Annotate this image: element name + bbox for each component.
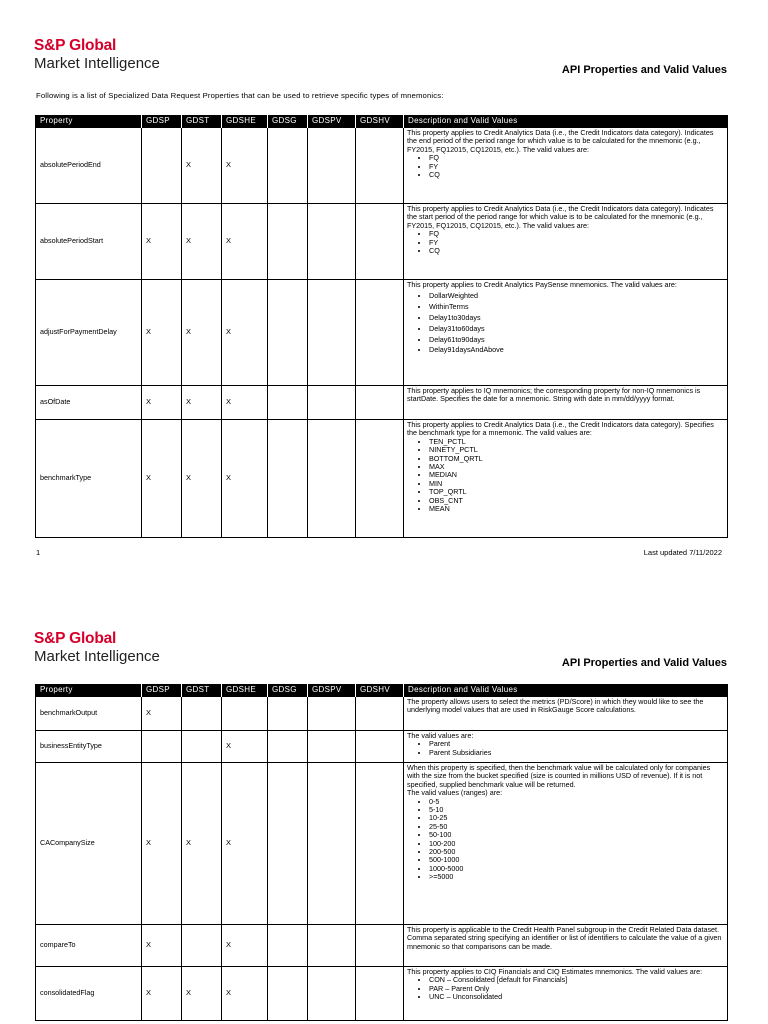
description-text: The property allows users to select the metrics (PD/Score) in which they would like to see the underlying model values that are used in RiskGauge Score calculations. [407,697,704,715]
gdspv-cell [308,925,356,967]
property-name: adjustForPaymentDelay [36,280,142,386]
list-item: • PAR – Parent Only [429,985,724,993]
properties-table [35,684,728,1021]
gdst-cell: X [182,420,222,538]
description-text: When this property is specified, then the benchmark value will be calculated only for companies with the size from the bucket specified (size is counted in millions USD of revenue). If it is not specified, supplied benchmark value will be returned. [407,763,711,789]
description-text: This property applies to Credit Analytics Data (i.e., the Credit Indicators data category). Indicates the end period of the period range for which value is to be calculated for the mnemonic (e.g., FY2015, FQ12015, CQ12015, etc.). The valid values are: [407,128,714,154]
list-item: • FQ [429,154,724,162]
property-name: absolutePeriodEnd [36,128,142,204]
property-name: benchmarkType [36,420,142,538]
list-item: • Delay31to60days [429,325,724,333]
gdst-cell: X [182,763,222,925]
gdshv-cell [356,967,404,1021]
gdst-cell: X [182,280,222,386]
column-header: GDST [182,115,222,128]
gdsp-cell: X [142,697,182,731]
logo-brand: S&P Global [34,630,117,647]
gdshe-cell: X [222,420,268,538]
list-item: • NINETY_PCTL [429,446,724,454]
list-item: • 0-5 [429,798,724,806]
description-text: This property applies to IQ mnemonics; the corresponding property for non-IQ mnemonics is startDate. Specifies the date for a mnemonic. String with date in mm/dd/yyyy format. [407,386,701,404]
page-number: 1 [36,548,41,557]
description-text: This property applies to Credit Analytics Data (i.e., the Credit Indicators data category). Indicates the start period of the period range for which value is to be calculated for the mnemonic (e.g., FY2015, FQ12015, CQ12015, etc.). The valid values are: [407,204,714,230]
table-row [36,967,728,1021]
list-item: • FY [429,239,724,247]
gdsg-cell [268,925,308,967]
list-item: • Delay91daysAndAbove [429,346,724,354]
description-cell [404,697,728,731]
last-updated: Last updated 7/11/2022 [643,548,722,557]
list-item: • BOTTOM_QRTL [429,455,724,463]
gdspv-cell [308,697,356,731]
list-item: • MEDIAN [429,471,724,479]
gdsg-cell [268,763,308,925]
logo-division: Market Intelligence [34,648,160,665]
list-item: • 200-500 [429,848,724,856]
gdsp-cell: X [142,925,182,967]
column-header: Description and Valid Values [404,684,728,697]
gdst-cell: X [182,128,222,204]
list-item: • TOP_QRTL [429,488,724,496]
list-item: • 5-10 [429,806,724,814]
list-item: • 500-1000 [429,856,724,864]
gdsp-cell: X [142,386,182,420]
property-name: absolutePeriodStart [36,204,142,280]
column-header: GDSP [142,115,182,128]
gdshe-cell: X [222,386,268,420]
gdshv-cell [356,763,404,925]
gdst-cell [182,697,222,731]
list-item: • WithinTerms [429,303,724,311]
description-cell [404,763,728,925]
gdsp-cell: X [142,204,182,280]
gdshe-cell: X [222,731,268,763]
column-header: GDSG [268,684,308,697]
list-item: • Parent [429,740,724,748]
list-item: • CQ [429,247,724,255]
property-name: consolidatedFlag [36,967,142,1021]
list-item: • UNC – Unconsolidated [429,993,724,1001]
table-row [36,925,728,967]
column-header: GDSP [142,684,182,697]
column-header: GDSPV [308,115,356,128]
list-item: • TEN_PCTL [429,438,724,446]
list-item: • DollarWeighted [429,292,724,300]
gdst-cell [182,925,222,967]
description-text: This property applies to CIQ Financials and CIQ Estimates mnemonics. The valid values are: [407,967,703,976]
gdshv-cell [356,925,404,967]
description-cell [404,925,728,967]
gdshe-cell: X [222,128,268,204]
valid-values-list [407,976,724,1001]
list-item: • Delay61to90days [429,336,724,344]
gdsg-cell [268,731,308,763]
list-item: • CQ [429,171,724,179]
gdsp-cell [142,731,182,763]
gdsp-cell: X [142,280,182,386]
description-cell [404,731,728,763]
sp-global-logo [34,631,160,665]
column-header: GDSHE [222,115,268,128]
gdsg-cell [268,967,308,1021]
description-text: This property applies to Credit Analytics Data (i.e., the Credit Indicators data category). Specifies the benchmark type for a mnemonic. The valid values are: [407,420,714,438]
gdsg-cell [268,697,308,731]
list-item: • 1000-5000 [429,865,724,873]
valid-values-list [407,798,724,882]
gdshe-cell: X [222,967,268,1021]
gdspv-cell [308,731,356,763]
intro-text: Following is a list of Specialized Data Request Properties that can be used to retrieve specific types of mnemonics: [36,91,444,100]
description-text: The valid values are: [407,731,474,740]
gdsp-cell: X [142,420,182,538]
property-name: asOfDate [36,386,142,420]
column-header: GDSHE [222,684,268,697]
list-item: • 25-50 [429,823,724,831]
table-row [36,697,728,731]
column-header: GDSG [268,115,308,128]
table-row [36,763,728,925]
list-item: • OBS_CNT [429,497,724,505]
list-item: • MIN [429,480,724,488]
column-header: GDST [182,684,222,697]
logo-brand: S&P Global [34,37,117,54]
table-row [36,731,728,763]
description-text: This property is applicable to the Credit Health Panel subgroup in the Credit Related Data dataset. Comma separated string specifying an identifier or list of identifiers to calculate the value of a given mnemonic so that comparisons can be made. [407,925,722,951]
property-name: CACompanySize [36,763,142,925]
gdshe-cell: X [222,763,268,925]
list-item: • MEAN [429,505,724,513]
gdst-cell: X [182,204,222,280]
list-item: • >=5000 [429,873,724,881]
column-header: GDSPV [308,684,356,697]
table-header-row [36,684,728,697]
column-header: Property [36,684,142,697]
gdsp-cell: X [142,763,182,925]
gdshv-cell [356,697,404,731]
column-header: GDSHV [356,684,404,697]
gdst-cell [182,731,222,763]
property-name: compareTo [36,925,142,967]
gdspv-cell [308,763,356,925]
description-text: The valid values (ranges) are: [407,788,503,798]
document-title: API Properties and Valid Values [561,64,727,76]
list-item: • FY [429,163,724,171]
gdshe-cell: X [222,204,268,280]
list-item: • FQ [429,230,724,238]
gdspv-cell [308,967,356,1021]
list-item: • CON – Consolidated [default for Financials] [429,976,724,984]
gdshv-cell [356,731,404,763]
description-text: This property applies to Credit Analytics PaySense mnemonics. The valid values are: [407,280,677,289]
gdst-cell: X [182,386,222,420]
gdst-cell: X [182,967,222,1021]
list-item: • 100-200 [429,840,724,848]
gdshe-cell [222,697,268,731]
column-header: GDSHV [356,115,404,128]
document-title: API Properties and Valid Values [561,657,727,669]
logo-division: Market Intelligence [34,55,160,72]
column-header: Property [36,115,142,128]
column-header: Description and Valid Values [404,115,728,128]
list-item: • 50-100 [429,831,724,839]
gdshe-cell: X [222,925,268,967]
property-name: benchmarkOutput [36,697,142,731]
valid-values-list [407,740,724,757]
property-name: businessEntityType [36,731,142,763]
description-cell [404,967,728,1021]
list-item: • MAX [429,463,724,471]
gdshe-cell: X [222,280,268,386]
list-item: • Parent Subsidiaries [429,749,724,757]
list-item: • 10-25 [429,814,724,822]
list-item: • Delay1to30days [429,314,724,322]
gdsp-cell: X [142,967,182,1021]
